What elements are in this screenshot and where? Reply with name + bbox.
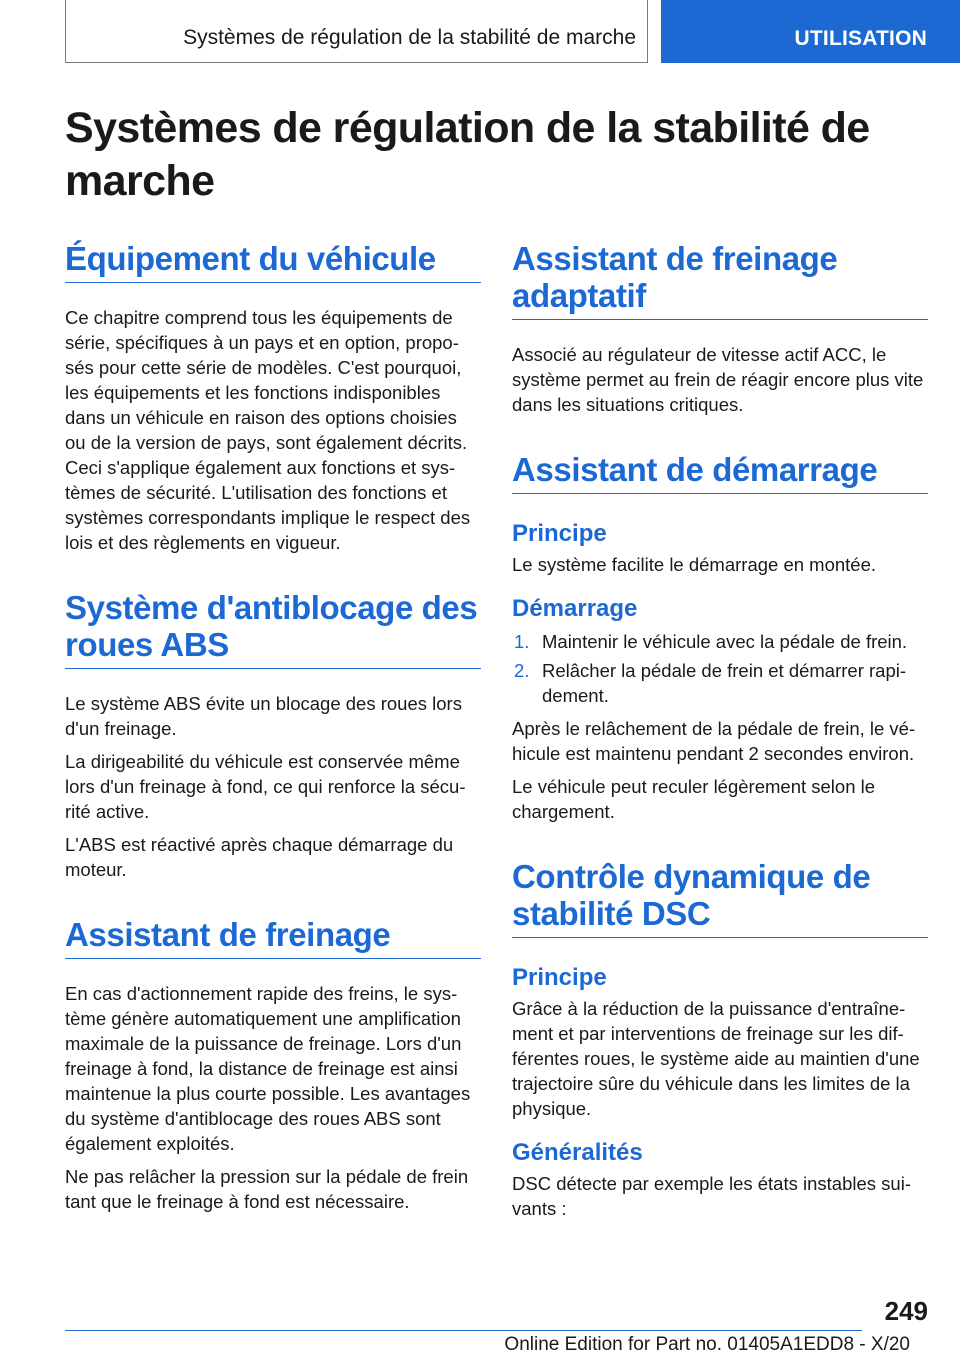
- right-column: [512, 240, 928, 1221]
- step-item: [512, 629, 928, 654]
- subheading-dsc-generalites: Généralités: [512, 1139, 643, 1166]
- paragraph-abs-2: La dirigeabilité du véhicule est conservée même lors d'un freinage à fond, ce qui renforce la sécu-rité active.: [65, 751, 466, 822]
- subheading-demarrage: Démarrage: [512, 595, 638, 622]
- paragraph-dsc-principe: Grâce à la réduction de la puissance d'entraîne-ment et par interventions de freinage sur les dif-férentes roues, le système aide au maintien d'une trajectoire sûre du véhicule dans les limites de la physique.: [512, 998, 920, 1119]
- heading-freinage: Assistant de freinage: [65, 916, 481, 959]
- paragraph-freinage-1: En cas d'actionnement rapide des freins, le sys-tème génère automatiquement une amplification maximale de la puissance de freinage. Lors d'un freinage à fond, la distance de freinage est ainsi maintenue la plus courte possible. Les avantages du système d'antiblocage des roues ABS sont également exploités.: [65, 983, 471, 1154]
- paragraph-abs-1: Le système ABS évite un blocage des roues lors d'un freinage.: [65, 693, 462, 739]
- heading-abs: Système d'antiblocage des roues ABS: [65, 589, 481, 669]
- paragraph-freinage-2: Ne pas relâcher la pression sur la pédale de frein tant que le freinage à fond est nécessaire.: [65, 1166, 469, 1212]
- heading-freinage-adaptatif: Assistant de freinage adaptatif: [512, 240, 928, 320]
- subheading-dsc-principe: Principe: [512, 964, 607, 991]
- paragraph-dsc-generalites: DSC détecte par exemple les états instables sui-vants :: [512, 1173, 911, 1219]
- paragraph-abs-3: L'ABS est réactivé après chaque démarrage du moteur.: [65, 834, 454, 880]
- demarrage-steps: [512, 629, 928, 708]
- page-title: Systèmes de régulation de la stabilité de marche: [65, 104, 870, 205]
- left-column: [65, 240, 481, 1214]
- paragraph-freinage-adaptatif: Associé au régulateur de vitesse actif ACC, le système permet au frein de réagir encore plus vite dans les situations critiques.: [512, 344, 924, 415]
- step-text: Maintenir le véhicule avec la pédale de frein.: [542, 631, 908, 652]
- heading-demarrage: Assistant de démarrage: [512, 451, 928, 494]
- header-section-title: Systèmes de régulation de la stabilité de marche: [183, 26, 636, 49]
- paragraph-demarrage-principe: Le système facilite le démarrage en montée.: [512, 554, 877, 575]
- header-tab-label: UTILISATION: [794, 27, 927, 50]
- subheading-demarrage-principe: Principe: [512, 520, 607, 547]
- page-number: 249: [884, 1296, 928, 1326]
- paragraph-demarrage-2: Après le relâchement de la pédale de frein, le vé-hicule est maintenu pendant 2 secondes environ.: [512, 718, 916, 764]
- step-item: [512, 658, 928, 708]
- step-number: 1.: [514, 631, 530, 652]
- heading-dsc: Contrôle dynamique de stabilité DSC: [512, 858, 928, 938]
- paragraph-equipement: Ce chapitre comprend tous les équipements de série, spécifiques à un pays et en option, propo-sés pour cette série de modèles. C'est pourquoi, les équipements et les fonctions indisponibles dans un véhicule en raison des options choisies ou de la version de pays, sont également décrits. Ceci s'applique également aux fonctions et sys-tèmes de sécurité. L'utilisation des fonctions et systèmes correspondants implique le respect des lois et des règlements en vigueur.: [65, 307, 471, 553]
- paragraph-demarrage-3: Le véhicule peut reculer légèrement selon le chargement.: [512, 776, 876, 822]
- step-text: Relâcher la pédale de frein et démarrer rapi-dement.: [542, 660, 907, 706]
- step-number: 2.: [514, 660, 530, 681]
- footer-divider: [65, 1330, 862, 1331]
- heading-equipement: Équipement du véhicule: [65, 240, 481, 283]
- footer-edition: Online Edition for Part no. 01405A1EDD8 - X/20: [504, 1334, 910, 1355]
